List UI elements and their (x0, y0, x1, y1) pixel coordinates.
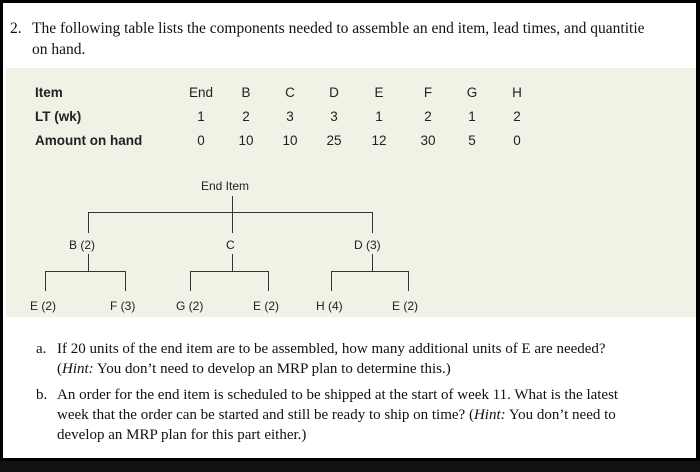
tree-connector (372, 212, 373, 233)
tree-leaf-g: G (2) (176, 299, 204, 313)
part-a-line2: (Hint: You don’t need to develop an MRP plan to determine this.) (57, 361, 451, 377)
tree-leaf-f: F (3) (110, 299, 136, 313)
part-b-letter: b. (36, 387, 48, 403)
col-amount: 5 (468, 133, 476, 148)
tree-node-b: B (2) (69, 238, 96, 252)
tree-connector (88, 212, 89, 233)
tree-connector (372, 254, 373, 271)
col-lt: 2 (513, 109, 521, 124)
tree-connector (232, 212, 233, 233)
part-b-line2-start: week that the order can be started and still be ready to ship on time? ( (57, 407, 474, 423)
figure-panel (6, 68, 696, 317)
tree-connector (190, 271, 191, 291)
tree-node-d: D (3) (354, 238, 381, 252)
tree-leaf-e: E (2) (30, 299, 57, 313)
question-number: 2. (10, 20, 22, 37)
part-a-hint-label: Hint: (62, 361, 94, 377)
col-item: C (285, 85, 295, 100)
tree-connector (190, 271, 269, 272)
col-amount: 10 (238, 133, 254, 148)
col-lt: 2 (424, 109, 432, 124)
col-amount: 0 (197, 133, 205, 148)
col-amount: 0 (513, 133, 521, 148)
col-amount: 12 (371, 133, 387, 148)
col-lt: 2 (242, 109, 250, 124)
tree-connector (331, 271, 409, 272)
row-label-amount: Amount on hand (35, 133, 143, 148)
tree-connector (45, 271, 46, 291)
part-b-line2-end: You don’t need to (505, 407, 616, 423)
tree-leaf-e: E (2) (392, 299, 419, 313)
col-lt: 1 (468, 109, 476, 124)
col-lt: 1 (375, 109, 383, 124)
col-item: F (423, 85, 433, 100)
col-amount: 10 (282, 133, 298, 148)
col-item: End (188, 85, 214, 100)
question-line1: The following table lists the components needed to assemble an end item, lead times, and quantitie (32, 20, 645, 37)
tree-connector (88, 254, 89, 271)
bottom-bar (0, 461, 700, 472)
col-item: E (374, 85, 384, 100)
col-amount: 25 (326, 133, 342, 148)
tree-connector (331, 271, 332, 291)
col-lt: 1 (197, 109, 205, 124)
col-item: B (241, 85, 251, 100)
tree-node-c: C (226, 238, 235, 252)
tree-connector (45, 271, 126, 272)
part-b-line1: An order for the end item is scheduled to be shipped at the start of week 11. What is the latest (57, 387, 619, 403)
tree-connector (88, 212, 373, 213)
col-item: G (466, 85, 478, 100)
part-a-letter: a. (36, 341, 47, 357)
part-b-line3: develop an MRP plan for this part either.) (57, 427, 307, 443)
question-line2: on hand. (32, 41, 86, 58)
part-b-hint-label: Hint: (473, 407, 506, 423)
part-b-line2 (57, 407, 616, 424)
row-label-item: Item (35, 85, 63, 100)
tree-connector (408, 271, 409, 291)
page (3, 3, 696, 458)
tree-leaf-h: H (4) (316, 299, 343, 313)
tree-connector (232, 254, 233, 271)
col-lt: 3 (286, 109, 294, 124)
col-item: D (329, 85, 339, 100)
tree-connector (232, 196, 233, 213)
col-item: H (512, 85, 522, 100)
tree-connector (125, 271, 126, 291)
part-a-hint-text: You don’t need to develop an MRP plan to determine this.) (93, 361, 451, 377)
tree-root: End Item (201, 179, 250, 193)
tree-leaf-e: E (2) (253, 299, 280, 313)
tree-connector (268, 271, 269, 291)
col-lt: 3 (330, 109, 338, 124)
col-amount: 30 (420, 133, 436, 148)
part-a-line1: If 20 units of the end item are to be assembled, how many additional units of E are needed? (57, 341, 606, 357)
row-label-lt: LT (wk) (35, 109, 82, 124)
